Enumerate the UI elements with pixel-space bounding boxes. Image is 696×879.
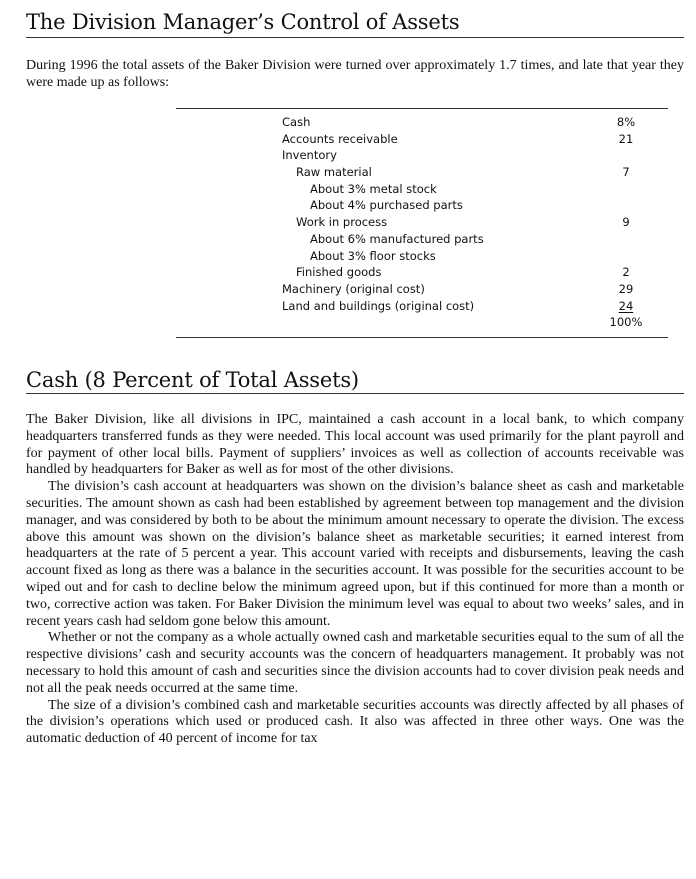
asset-composition-table [176,108,668,338]
paragraph: Whether or not the company as a whole actually owned cash and marketable securities equal to the sum of all the respective divisions’ cash and security accounts was the concern of headquarters management. It probably was not necessary to hold this amount of cash and securities since the division accounts had to cover division peak needs and not all the peak needs occurred at the same time. [26,630,684,696]
intro-paragraph: During 1996 the total assets of the Baker Division were turned over approximately 1.7 times, and late that year they were made up as follows: [26,58,684,90]
table-row-finished-goods [176,264,668,281]
row-value: 24 [618,298,634,313]
row-value: 21 [618,131,634,146]
table-row-metal-stock [176,181,668,198]
row-label: Land and buildings (original cost) [282,298,475,313]
table-bottom-rule [176,337,668,338]
row-label: About 3% metal stock [310,181,437,196]
table-row-inventory [176,147,668,164]
table-row-machinery [176,281,668,298]
row-value: 8% [616,115,636,129]
table-row-floor-stocks [176,248,668,265]
table-row-purchased-parts [176,197,668,214]
total-value: 100% [609,315,643,330]
table-row-total [176,314,668,331]
row-value: 29 [618,281,634,296]
row-value: 2 [622,265,630,280]
row-value: 7 [622,165,630,180]
cash-section-body [26,412,684,748]
row-label: Work in process [296,215,388,230]
row-label: About 6% manufactured parts [310,231,484,246]
paragraph: The size of a division’s combined cash and marketable securities accounts was directly affected by all phases of the division’s operations which used or produced cash. It also was affected in three other ways. One was the automatic deduction of 40 percent of income for tax [26,697,684,747]
row-label: Inventory [282,148,337,163]
table-row-land-buildings [176,298,668,315]
table-row-raw-material [176,164,668,181]
table-row-accounts-receivable [176,131,668,148]
table-row-manufactured-parts [176,231,668,248]
table-row-cash [176,114,668,131]
row-label: Raw material [296,165,372,180]
table-row-work-in-process [176,214,668,231]
title-rule [26,393,684,394]
section-title-cash: Cash (8 Percent of Total Assets) [26,368,359,392]
paragraph: The division’s cash account at headquarters was shown on the division’s balance sheet as cash and marketable securities. The amount shown as cash had been established by agreement between top management and the division manager, and was considered by both to be about the minimum amount necessary to operate the division. The excess above this amount was shown on the division’s balance sheet as marketable securities; it earned interest from headquarters at the rate of 5 percent a year. This account varied with receipts and disbursements, leaving the cash account fixed as long as there was a balance in the securities account. It was possible for the securities account to be wiped out and for cash to decline below the minimum agreed upon, but if this continued for more than a month or two, corrective action was taken. For Baker Division the minimum level was equal to about two weeks’ sales, and in recent years cash had seldom gone below this amount. [26,479,684,629]
row-label: Finished goods [296,265,382,280]
row-label: Cash [282,115,311,129]
row-label: About 4% purchased parts [310,198,463,213]
row-label: About 3% floor stocks [310,248,436,263]
title-rule [26,37,684,38]
row-label: Machinery (original cost) [282,281,425,296]
section-title-control-of-assets: The Division Manager’s Control of Assets [26,10,460,34]
row-value: 9 [622,215,630,230]
row-label: Accounts receivable [282,131,398,146]
paragraph: The Baker Division, like all divisions in IPC, maintained a cash account in a local bank, to which company headquarters transferred funds as they were needed. This local account was used primarily for the plant payroll and for payment of other local bills. Payment of suppliers’ invoices as well as collection of accounts receivable was handled by headquarters for Baker as well as for most of the other divisions. [26,412,684,478]
